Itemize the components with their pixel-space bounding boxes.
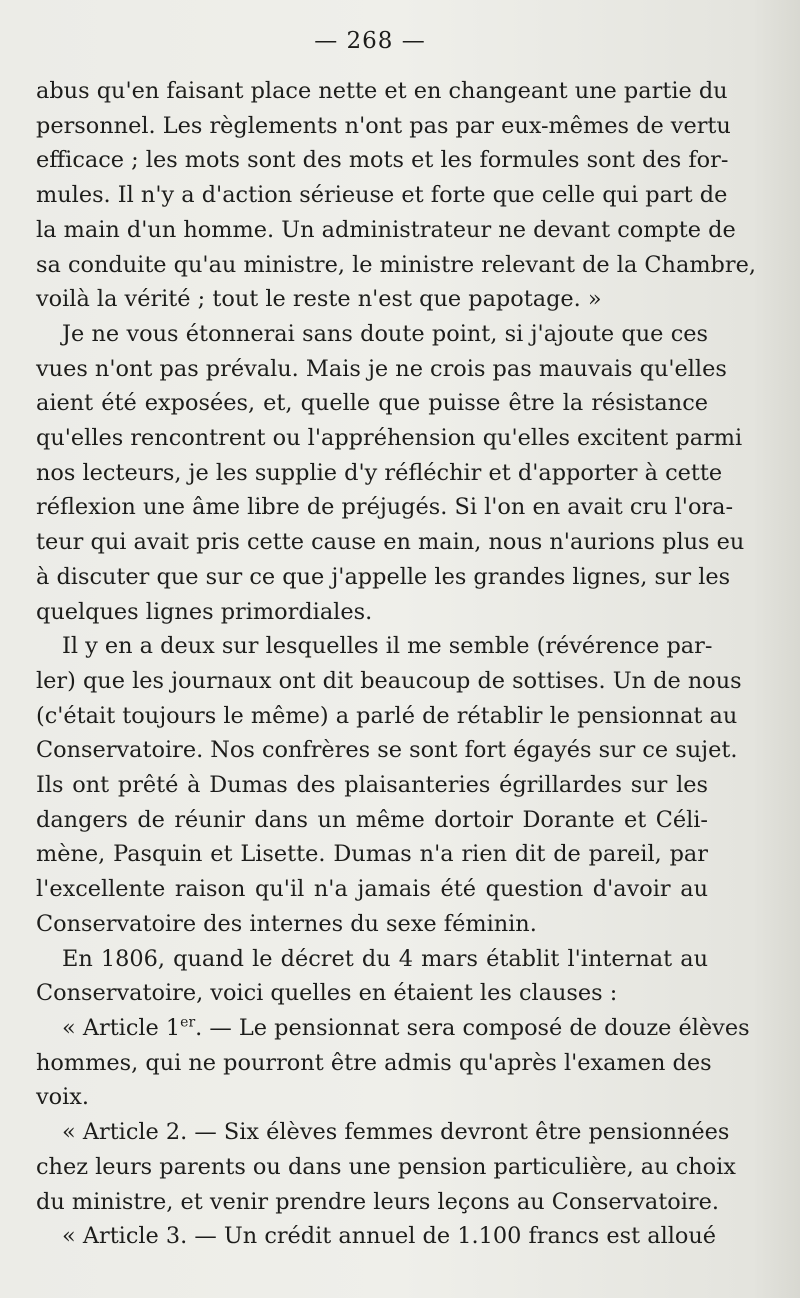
paragraph: [36, 74, 756, 317]
text-line: Ils ont prêté à Dumas des plaisanteries égrillardes sur les: [36, 772, 708, 799]
page-body: [36, 74, 756, 1254]
text-line: « Article 2. — Six élèves femmes devront être pensionnées: [62, 1119, 730, 1146]
text-line: hommes, qui ne pourront être admis qu'après l'examen des: [36, 1049, 712, 1076]
text-line: Il y en a deux sur lesquelles il me semble (révérence par-: [62, 633, 713, 660]
text-line: abus qu'en faisant place nette et en changeant une partie du: [36, 78, 728, 104]
text-line: l'excellente raison qu'il n'a jamais été question d'avoir au: [36, 876, 708, 903]
paragraph: [36, 1115, 736, 1219]
text-line: Conservatoire, voici quelles en étaient les clauses :: [36, 980, 618, 1007]
text-line: nos lecteurs, je les supplie d'y réfléchir et d'apporter à cette: [36, 459, 723, 486]
text-line: réflexion une âme libre de préjugés. Si l'on en avait cru l'ora-: [36, 494, 734, 521]
text-line: quelques lignes primordiales.: [36, 598, 373, 625]
paragraph: [36, 1219, 717, 1254]
text-line: à discuter que sur ce que j'appelle les grandes lignes, sur les: [36, 563, 731, 590]
page-number: — 268 —: [314, 28, 426, 54]
text-line: vues n'ont pas prévalu. Mais je ne crois pas mauvais qu'elles: [36, 355, 727, 382]
text-line: sa conduite qu'au ministre, le ministre relevant de la Chambre,: [36, 251, 756, 278]
text-line: Conservatoire des internes du sexe féminin.: [36, 910, 537, 937]
text-line: Conservatoire. Nos confrères se sont fort égayés sur ce sujet.: [36, 737, 738, 764]
text-line: voix.: [36, 1084, 90, 1111]
text-line: aient été exposées, et, quelle que puisse être la résistance: [36, 390, 708, 417]
text-line: voilà la vérité ; tout le reste n'est que papotage. »: [36, 286, 602, 313]
text-line: dangers de réunir dans un même dortoir Dorante et Céli-: [36, 806, 708, 833]
text-line: du ministre, et venir prendre leurs leçons au Conservatoire.: [36, 1188, 719, 1215]
text-line: teur qui avait pris cette cause en main, nous n'aurions plus eu: [36, 529, 745, 556]
text-line: « Article 3. — Un crédit annuel de 1.100 francs est alloué: [62, 1223, 717, 1250]
paragraph: [36, 629, 742, 941]
text-line: « Article 1er. — Le pensionnat sera composé de douze élèves: [62, 1014, 750, 1041]
text-line: mules. Il n'y a d'action sérieuse et forte que celle qui part de: [36, 182, 728, 209]
text-line: la main d'un homme. Un administrateur ne devant compte de: [36, 216, 736, 243]
text-line: Je ne vous étonnerai sans doute point, si j'ajoute que ces: [62, 320, 708, 347]
paragraph: [36, 317, 745, 629]
text-line: ler) que les journaux ont dit beaucoup de sottises. Un de nous: [36, 667, 742, 694]
text-line: personnel. Les règlements n'ont pas par eux-mêmes de vertu: [36, 112, 731, 139]
text-line: En 1806, quand le décret du 4 mars établit l'internat au: [62, 945, 708, 972]
paragraph: [36, 1011, 750, 1115]
text-line: chez leurs parents ou dans une pension particulière, au choix: [36, 1153, 736, 1180]
text-line: (c'était toujours le même) a parlé de rétablir le pensionnat au: [36, 702, 738, 729]
text-line: mène, Pasquin et Lisette. Dumas n'a rien dit de pareil, par: [36, 841, 708, 868]
paragraph: [36, 942, 708, 1011]
text-line: efficace ; les mots sont des mots et les formules sont des for-: [36, 147, 729, 174]
text-line: qu'elles rencontrent ou l'appréhension qu'elles excitent parmi: [36, 425, 743, 452]
